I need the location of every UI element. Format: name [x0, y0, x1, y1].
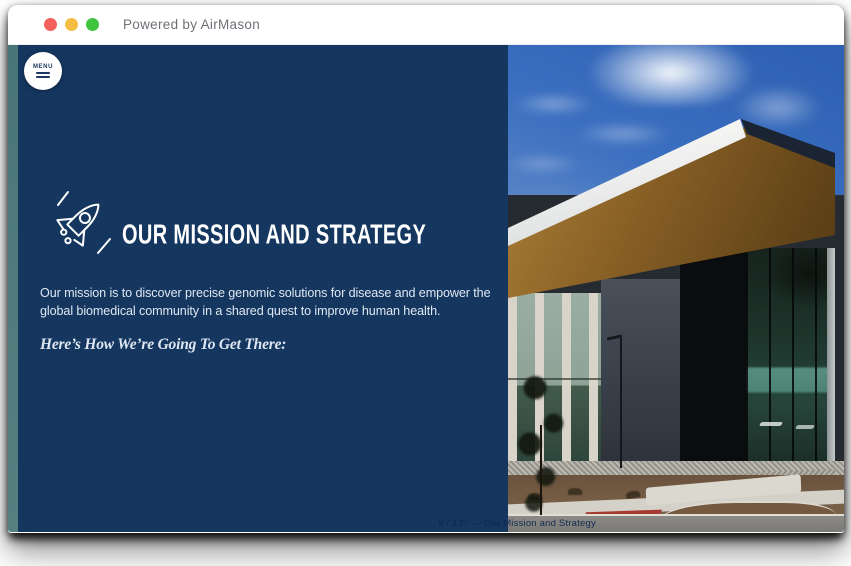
- section-heading-row: [44, 189, 533, 259]
- rocket-icon: [44, 189, 120, 259]
- window-title: Powered by AirMason: [123, 17, 261, 32]
- page-number-footer: 9 / 137 — Our Mission and Strategy: [438, 518, 596, 529]
- building-wall: [601, 279, 685, 465]
- building-photo: [508, 45, 844, 532]
- tree-silhouette: [514, 367, 580, 515]
- mission-statement: Our mission is to discover precise genomic solutions for disease and empower the global biomedical community in a shared quest to improve human health.: [40, 286, 491, 318]
- minimize-window-icon[interactable]: [65, 18, 78, 31]
- glass-curtain-wall: [746, 248, 835, 463]
- page-title: OUR MISSION AND STRATEGY: [122, 218, 427, 250]
- window-titlebar: [8, 5, 844, 45]
- glass-edge: [827, 248, 835, 463]
- close-window-icon[interactable]: [44, 18, 57, 31]
- hamburger-icon: [36, 72, 50, 79]
- menu-button-label: MENU: [32, 63, 54, 70]
- browser-window: [8, 5, 844, 533]
- tree-trunk: [540, 425, 542, 515]
- car-reflection: [759, 422, 783, 426]
- lead-in-line: Here’s How We’re Going To Get There:: [40, 336, 287, 353]
- mission-panel: [18, 45, 508, 532]
- lamp-post: [620, 338, 622, 468]
- teal-edge-strip: [8, 45, 18, 532]
- zoom-window-icon[interactable]: [86, 18, 99, 31]
- page-content: [8, 45, 844, 532]
- menu-button[interactable]: [24, 52, 62, 90]
- car-reflection: [795, 425, 815, 429]
- building-entrance: [680, 239, 748, 465]
